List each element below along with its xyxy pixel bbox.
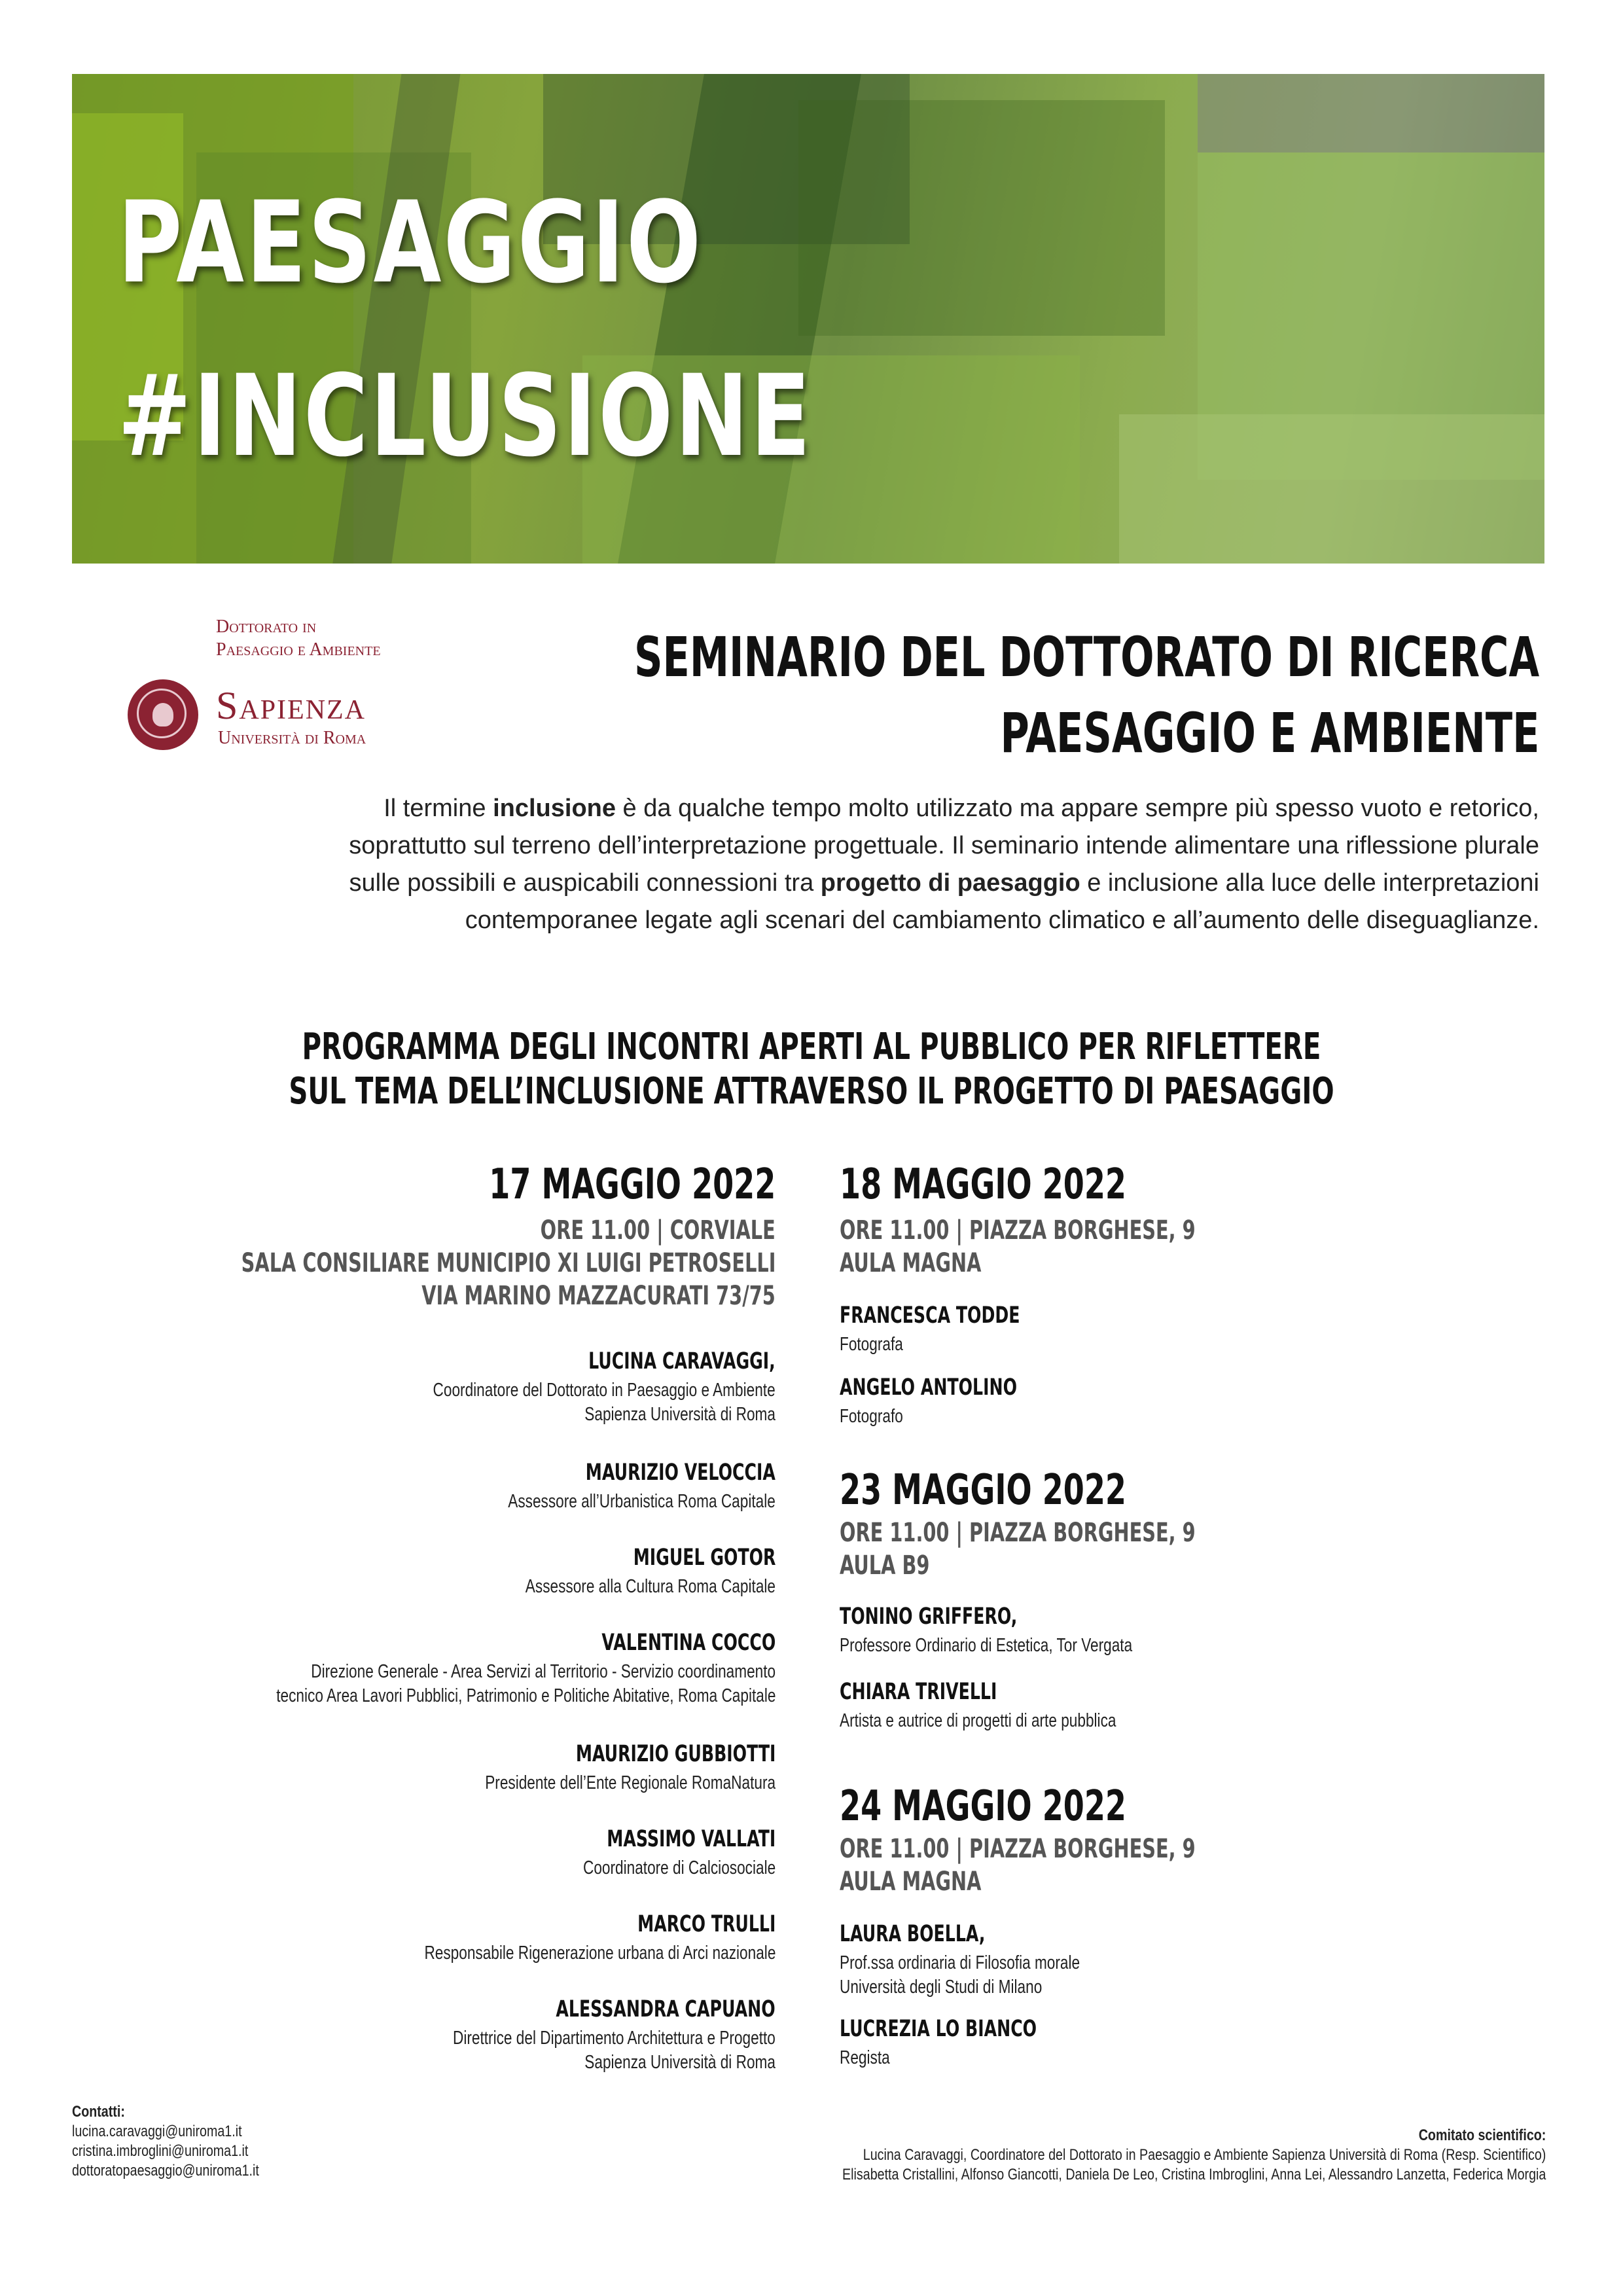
sapienza-university: Università di Roma [218, 728, 366, 748]
event-date: 23 MAGGIO 2022 [840, 1466, 1126, 1515]
speaker-role: Fotografo [840, 1406, 903, 1427]
speaker-name: TONINO GRIFFERO, [840, 1604, 1018, 1630]
contact-email-link[interactable]: cristina.imbroglini@uniroma1.it [72, 2142, 249, 2160]
speaker-role: Prof.ssa ordinaria di Filosofia morale [840, 1952, 1080, 1973]
hero-banner [72, 74, 1544, 564]
speaker-role: Sapienza Università di Roma [584, 1404, 776, 1425]
event-venue: ORE 11.00 | PIAZZA BORGHESE, 9 [840, 1834, 1196, 1864]
programme-heading-line1: PROGRAMMA DEGLI INCONTRI APERTI AL PUBBLICO PER RIFLETTERE [302, 1026, 1321, 1068]
speaker-name: MIGUEL GOTOR [633, 1545, 776, 1571]
speaker-name: ALESSANDRA CAPUANO [556, 1996, 776, 2022]
speaker-role: tecnico Area Lavori Pubblici, Patrimonio e Politiche Abitative, Roma Capitale [276, 1685, 776, 1706]
hero-title-line2: #INCLUSIONE [118, 350, 813, 482]
speaker-name: MASSIMO VALLATI [607, 1826, 776, 1852]
committee-line: Lucina Caravaggi, Coordinatore del Dottorato in Paesaggio e Ambiente Sapienza Università di Roma (Resp. Scientifico) [863, 2146, 1546, 2164]
sapienza-seal-icon [128, 679, 198, 750]
intro-emphasis: progetto di paesaggio [820, 869, 1080, 897]
intro-text: Il termine [383, 795, 493, 822]
speaker-role: Sapienza Università di Roma [584, 2052, 776, 2073]
event-venue: AULA B9 [840, 1551, 930, 1581]
contacts-label: Contatti: [72, 2103, 125, 2121]
dottorato-line2: Paesaggio e Ambiente [216, 639, 381, 660]
speaker-role: Università degli Studi di Milano [840, 1977, 1043, 1998]
speaker-role: Artista e autrice di progetti di arte pubblica [840, 1710, 1116, 1731]
programme-heading-line2: SUL TEMA DELL’INCLUSIONE ATTRAVERSO IL PROGETTO DI PAESAGGIO [289, 1070, 1334, 1113]
intro-paragraph [92, 790, 1539, 939]
seminar-title-line2: PAESAGGIO E AMBIENTE [1000, 701, 1539, 765]
event-venue: VIA MARINO MAZZACURATI 73/75 [421, 1281, 776, 1311]
speaker-role: Fotografa [840, 1334, 903, 1355]
speaker-role: Presidente dell’Ente Regionale RomaNatura [485, 1772, 776, 1793]
scientific-committee [842, 2126, 1546, 2185]
intro-text: e inclusione alla luce delle interpretazioni [1080, 869, 1539, 897]
contact-email-link[interactable]: dottoratopaesaggio@uniroma1.it [72, 2162, 259, 2179]
speaker-name: MAURIZIO VELOCCIA [585, 1460, 776, 1486]
speaker-role: Assessore alla Cultura Roma Capitale [525, 1576, 776, 1597]
committee-line: Elisabetta Cristallini, Alfonso Giancotti, Daniela De Leo, Cristina Imbroglini, Anna Lei, Alessandro Lanzetta, Federica Morgia [842, 2166, 1546, 2183]
dottorato-label [216, 615, 478, 661]
speaker-name: ANGELO ANTOLINO [840, 1374, 1018, 1401]
speaker-name: FRANCESCA TODDE [840, 1302, 1020, 1329]
speaker-role: Direzione Generale - Area Servizi al Territorio - Servizio coordinamento [311, 1661, 776, 1682]
event-venue: AULA MAGNA [840, 1248, 982, 1278]
speaker-name: LUCREZIA LO BIANCO [840, 2016, 1037, 2042]
speaker-name: LUCINA CARAVAGGI, [588, 1348, 776, 1374]
speaker-role: Coordinatore del Dottorato in Paesaggio e Ambiente [433, 1380, 776, 1401]
event-venue: ORE 11.00 | PIAZZA BORGHESE, 9 [840, 1518, 1196, 1548]
intro-emphasis: inclusione [493, 795, 616, 822]
speaker-role: Direttrice del Dipartimento Architettura e Progetto [453, 2028, 776, 2049]
intro-text: soprattutto sul terreno dell’interpretazione progettuale. Il seminario intende alimentare una riflessione plurale [349, 832, 1539, 859]
event-date: 17 MAGGIO 2022 [489, 1160, 776, 1209]
committee-label: Comitato scientifico: [1418, 2126, 1546, 2144]
event-date: 24 MAGGIO 2022 [840, 1782, 1126, 1831]
contacts-block [72, 2102, 259, 2181]
event-venue: ORE 11.00 | CORVIALE [540, 1215, 776, 1246]
intro-text: sulle possibili e auspicabili connessioni tra [349, 869, 821, 897]
speaker-name: MAURIZIO GUBBIOTTI [575, 1741, 776, 1767]
intro-text: è da qualche tempo molto utilizzato ma appare sempre più spesso vuoto e retorico, [616, 795, 1539, 822]
sapienza-name: Sapienza [216, 684, 366, 727]
event-venue: AULA MAGNA [840, 1867, 982, 1897]
speaker-name: MARCO TRULLI [637, 1911, 776, 1937]
contact-email-link[interactable]: lucina.caravaggi@uniroma1.it [72, 2123, 242, 2140]
seminar-title-line1: SEMINARIO DEL DOTTORATO DI RICERCA [633, 625, 1539, 689]
speaker-role: Responsabile Rigenerazione urbana di Arci nazionale [424, 1943, 776, 1964]
event-venue: SALA CONSILIARE MUNICIPIO XI LUIGI PETROSELLI [241, 1248, 776, 1278]
speaker-role: Assessore all’Urbanistica Roma Capitale [508, 1491, 776, 1512]
event-date: 18 MAGGIO 2022 [840, 1160, 1126, 1209]
hero-title-line1: PAESAGGIO [118, 177, 704, 308]
intro-text: contemporanee legate agli scenari del cambiamento climatico e all’aumento delle diseguaglianze. [465, 906, 1539, 934]
speaker-name: CHIARA TRIVELLI [840, 1679, 997, 1705]
speaker-role: Coordinatore di Calciosociale [582, 1857, 776, 1878]
speaker-name: LAURA BOELLA, [840, 1921, 986, 1947]
speaker-role: Professore Ordinario di Estetica, Tor Vergata [840, 1635, 1133, 1656]
speaker-role: Regista [840, 2047, 890, 2068]
speaker-name: VALENTINA COCCO [601, 1630, 776, 1656]
event-venue: ORE 11.00 | PIAZZA BORGHESE, 9 [840, 1215, 1196, 1246]
dottorato-line1: Dottorato in [216, 617, 317, 637]
